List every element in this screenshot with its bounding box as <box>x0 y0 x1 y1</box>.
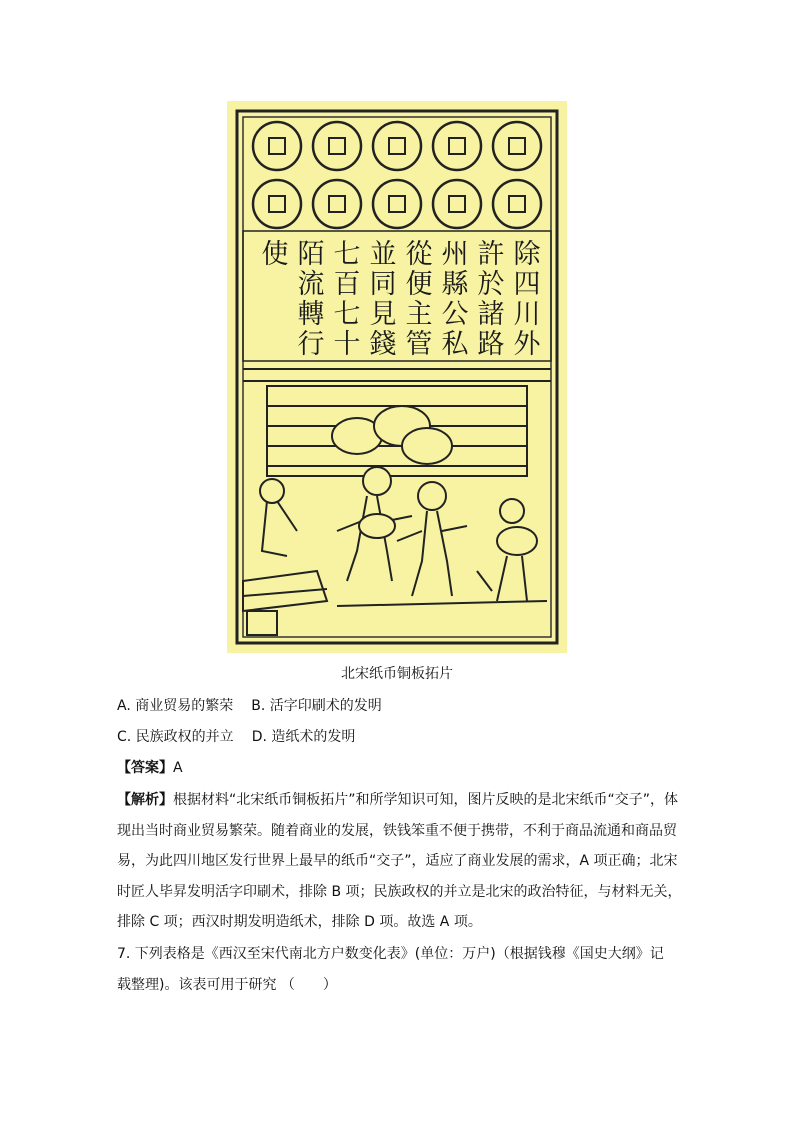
seal-character: 縣 <box>441 269 469 300</box>
seal-character: 並 <box>369 239 397 270</box>
warehouse-scene <box>243 369 551 635</box>
seal-character: 私 <box>441 329 469 360</box>
answer-value: A <box>173 760 183 776</box>
banknote-illustration <box>227 101 567 653</box>
seal-character: 諸 <box>477 299 505 330</box>
coin-icon <box>373 180 421 228</box>
coin-icon <box>253 122 301 170</box>
seal-character: 主 <box>405 299 433 330</box>
coin-grid <box>253 122 541 228</box>
seal-character: 同 <box>369 269 397 300</box>
analysis-paragraph <box>117 785 683 938</box>
option-d: D. 造纸术的发明 <box>251 729 356 745</box>
jiaozi-banknote-rubbing-image <box>227 101 567 653</box>
coin-icon <box>313 122 361 170</box>
seal-character: 見 <box>369 299 397 330</box>
coin-icon <box>313 180 361 228</box>
coin-hole <box>509 196 525 212</box>
inscription-box <box>243 231 551 361</box>
option-b: B. 活字印刷术的发明 <box>251 698 382 714</box>
figure-caption: 北宋纸币铜板拓片 <box>341 666 453 682</box>
question-7 <box>117 939 683 1000</box>
answer-label: 【答案】 <box>117 760 173 776</box>
coin-icon <box>253 180 301 228</box>
seal-character: 七 <box>333 239 361 270</box>
coin-icon <box>433 122 481 170</box>
option-c: C. 民族政权的并立 <box>117 729 234 745</box>
banknote-border <box>237 111 557 643</box>
seal-character: 公 <box>441 299 469 330</box>
options-row-2 <box>117 726 355 748</box>
seal-character: 使 <box>261 239 289 270</box>
options-row-1 <box>117 695 382 717</box>
coin-hole <box>509 138 525 154</box>
seal-character: 錢 <box>369 329 397 360</box>
seal-character: 從 <box>405 239 433 270</box>
coin-hole <box>449 196 465 212</box>
analysis-line: 排除 C 项；西汉时期发明造纸术，排除 D 项。故选 A 项。 <box>117 914 482 930</box>
seal-character: 便 <box>405 269 433 300</box>
seal-character: 四 <box>513 269 541 300</box>
seal-character: 於 <box>477 269 505 300</box>
seal-character: 除 <box>513 239 541 270</box>
analysis-line: 易，为此四川地区发行世界上最早的纸币“交子”，适应了商业发展的需求，A 项正确；北宋 <box>117 853 678 869</box>
coin-hole <box>269 196 285 212</box>
seal-character: 百 <box>333 269 361 300</box>
analysis-label: 【解析】 <box>117 792 173 808</box>
seal-character: 管 <box>405 329 433 360</box>
question-7-line: 7. 下列表格是《西汉至宋代南北方户数变化表》(单位：万户)（根据钱穆《国史大纲》记 <box>117 946 664 962</box>
answer-line <box>117 757 183 779</box>
coin-hole <box>329 196 345 212</box>
seal-character: 外 <box>513 329 541 360</box>
coin-icon <box>373 122 421 170</box>
coin-icon <box>433 180 481 228</box>
question-7-line: 载整理)。该表可用于研究 （ ） <box>117 976 337 993</box>
seal-character: 許 <box>477 239 505 270</box>
seal-character: 路 <box>477 329 505 360</box>
seal-character: 州 <box>441 239 469 270</box>
coin-icon <box>493 180 541 228</box>
seal-character: 七 <box>333 299 361 330</box>
seal-character: 流 <box>297 269 325 300</box>
coin-hole <box>389 138 405 154</box>
analysis-line: 时匠人毕昇发明活字印刷术，排除 B 项；民族政权的并立是北宋的政治特征，与材料无关， <box>117 883 682 900</box>
coin-hole <box>329 138 345 154</box>
coin-icon <box>493 122 541 170</box>
analysis-line: 根据材料“北宋纸币铜板拓片”和所学知识可知，图片反映的是北宋纸币“交子”，体 <box>173 792 679 808</box>
coin-hole <box>389 196 405 212</box>
seal-inscription <box>262 239 542 360</box>
coin-hole <box>449 138 465 154</box>
analysis-line: 现出当时商业贸易繁荣。随着商业的发展，铁钱笨重不便于携带，不利于商品流通和商品贸 <box>117 822 677 839</box>
seal-character: 十 <box>333 329 361 360</box>
seal-character: 轉 <box>297 299 325 330</box>
coin-hole <box>269 138 285 154</box>
option-a: A. 商业贸易的繁荣 <box>117 698 234 714</box>
seal-character: 陌 <box>297 239 325 270</box>
seal-character: 行 <box>297 329 325 360</box>
seal-character: 川 <box>513 299 541 330</box>
